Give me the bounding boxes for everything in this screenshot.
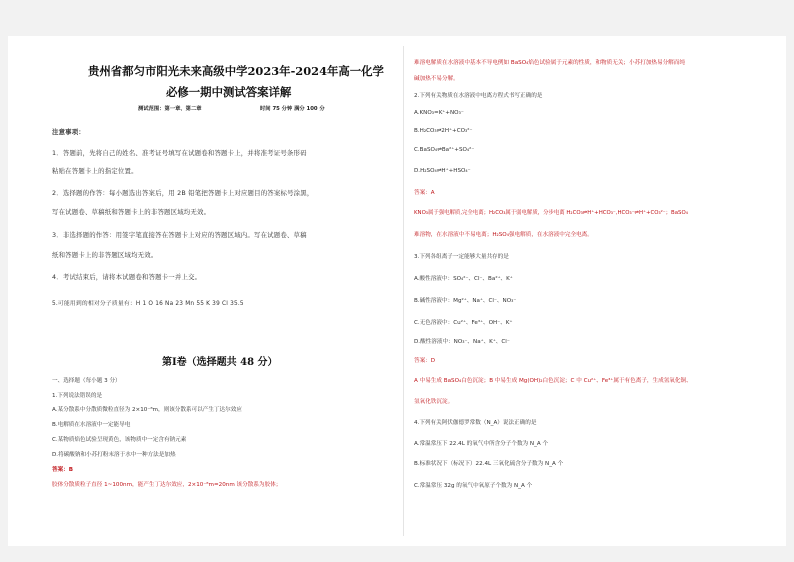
note-line: 粘贴在答题卡上的指定位置。 — [52, 167, 138, 175]
document-title-line2: 必修一期中测试答案详解 — [166, 85, 292, 99]
atomic-masses: 5.可能用到的相对分子质量有：H 1 O 16 Na 23 Mn 55 K 39 Cl 35.5 — [52, 301, 244, 307]
answer-label: 答案：B — [52, 467, 74, 473]
question-option: A.某分散系中分散质微粒直径为 2×10⁻⁸m，则该分散系可以产生丁达尔效应 — [52, 407, 242, 413]
question-stem: 2.下列有关物质在水溶液中电离方程式书写正确的是 — [414, 93, 543, 99]
left-column — [48, 36, 396, 546]
answer-explanation: 胶体分散质粒子直径 1~100nm，能产生丁达尔效应，2×10⁻⁸m=20nm 该分散系为胶体； — [52, 482, 282, 488]
answer-label: 答案：A — [414, 190, 435, 196]
answer-label: 答案：D — [414, 358, 436, 364]
note-line: 3．非选择题的作答：用签字笔直接答在答题卡上对应的答题区域内。写在试题卷、草稿 — [52, 231, 307, 239]
question-option: C.常温常压 32g 的氧气中氧原子个数为 N_A 个 — [414, 483, 533, 489]
question-option: D.H₂SO₄⇌H⁺+HSO₄⁻ — [414, 168, 471, 174]
question-option: B.标准状况下（标况下）22.4L 三氧化硫含分子数为 N_A 个 — [414, 461, 564, 467]
question-option: A.常温常压下 22.4L 的氧气中所含分子个数为 N_A 个 — [414, 441, 549, 447]
question-option: C.某物质焰色试验呈现黄色，该物质中一定含有钠元素 — [52, 437, 187, 443]
right-column — [410, 36, 785, 546]
explanation-continued: 碱加热不易分解。 — [414, 76, 459, 82]
document-page — [8, 36, 786, 546]
answer-explanation: KNO₃属于强电解质,完全电离；H₂CO₃属于弱电解质，分步电离 H₂CO₃⇌H⁺+HCO₃⁻,HCO₃⁻⇌H⁺+CO₃²⁻；BaSO₄ — [414, 210, 688, 216]
question-stem: 1.下列说法错误的是 — [52, 393, 103, 399]
question-option: D.酸性溶液中：NO₃⁻、Na⁺、K⁺、Cl⁻ — [414, 339, 510, 345]
note-line: 4．考试结束后，请将本试题卷和答题卡一并上交。 — [52, 273, 202, 281]
section-subtitle: 一、选择题（每小题 3 分） — [52, 378, 121, 384]
answer-explanation: 氢氧化铁沉淀。 — [414, 399, 454, 405]
question-option: A.KNO₃=K⁺+NO₃⁻ — [414, 110, 464, 116]
question-option: B.碱性溶液中：Mg²⁺、Na⁺、Cl⁻、NO₃⁻ — [414, 298, 517, 304]
question-option: C.BaSO₄⇌Ba²⁺+SO₄²⁻ — [414, 147, 475, 153]
note-line: 纸和答题卡上的非答题区域均无效。 — [52, 251, 158, 259]
question-option: D.将碳酸钠和小苏打粉末溶于水中一种方法是加热 — [52, 452, 176, 458]
test-scope: 测试范围：第一章、第二章 — [138, 106, 202, 112]
explanation-continued: 难溶电解质在水溶液中基本不导电例如 BaSO₄焰色试验属于元素的性质，和物质无关；小苏打加热易分解而纯 — [414, 60, 685, 66]
note-line: 写在试题卷、草稿纸和答题卡上的非答题区域均无效。 — [52, 208, 211, 216]
answer-explanation: 难溶物，在水溶液中不易电离；H₂SO₄强电解质，在水溶液中完全电离。 — [414, 232, 593, 238]
note-line: 1．答题前，先将自己的姓名、准考证号填写在试题卷和答题卡上，并将准考证号条形码 — [52, 149, 307, 157]
document-title-line1: 贵州省都匀市阳光未来高级中学2023年-2024年高一化学 — [88, 64, 384, 78]
section-title: 第Ⅰ卷（选择题共 48 分） — [162, 357, 278, 368]
note-line: 2．选择题的作答：每小题选出答案后，用 2B 铅笔把答题卡上对应题目的答案标号涂黑， — [52, 189, 314, 197]
notes-heading: 注意事项： — [52, 128, 85, 136]
question-stem: 3.下列各组离子一定能够大量共存的是 — [414, 254, 509, 260]
question-option: C.无色溶液中：Cu²⁺、Fe³⁺、OH⁻、K⁺ — [414, 320, 513, 326]
question-stem: 4.下列有关阿伏伽德罗常数（N_A）说法正确的是 — [414, 420, 537, 426]
column-divider — [403, 46, 404, 536]
answer-explanation: A 中易生成 BaSO₄白色沉淀；B 中易生成 Mg(OH)₂白色沉淀；C 中 Cu²⁺、Fe³⁺属于有色离子，生成氢氧化铜、 — [414, 378, 692, 384]
time-and-score: 时间 75 分钟 满分 100 分 — [260, 106, 325, 112]
question-option: B.电解质在水溶液中一定能导电 — [52, 422, 131, 428]
question-option: B.H₂CO₃⇌2H⁺+CO₃²⁻ — [414, 128, 473, 134]
question-option: A.酸性溶液中：SO₄²⁻、Cl⁻、Ba²⁺、K⁺ — [414, 276, 513, 282]
